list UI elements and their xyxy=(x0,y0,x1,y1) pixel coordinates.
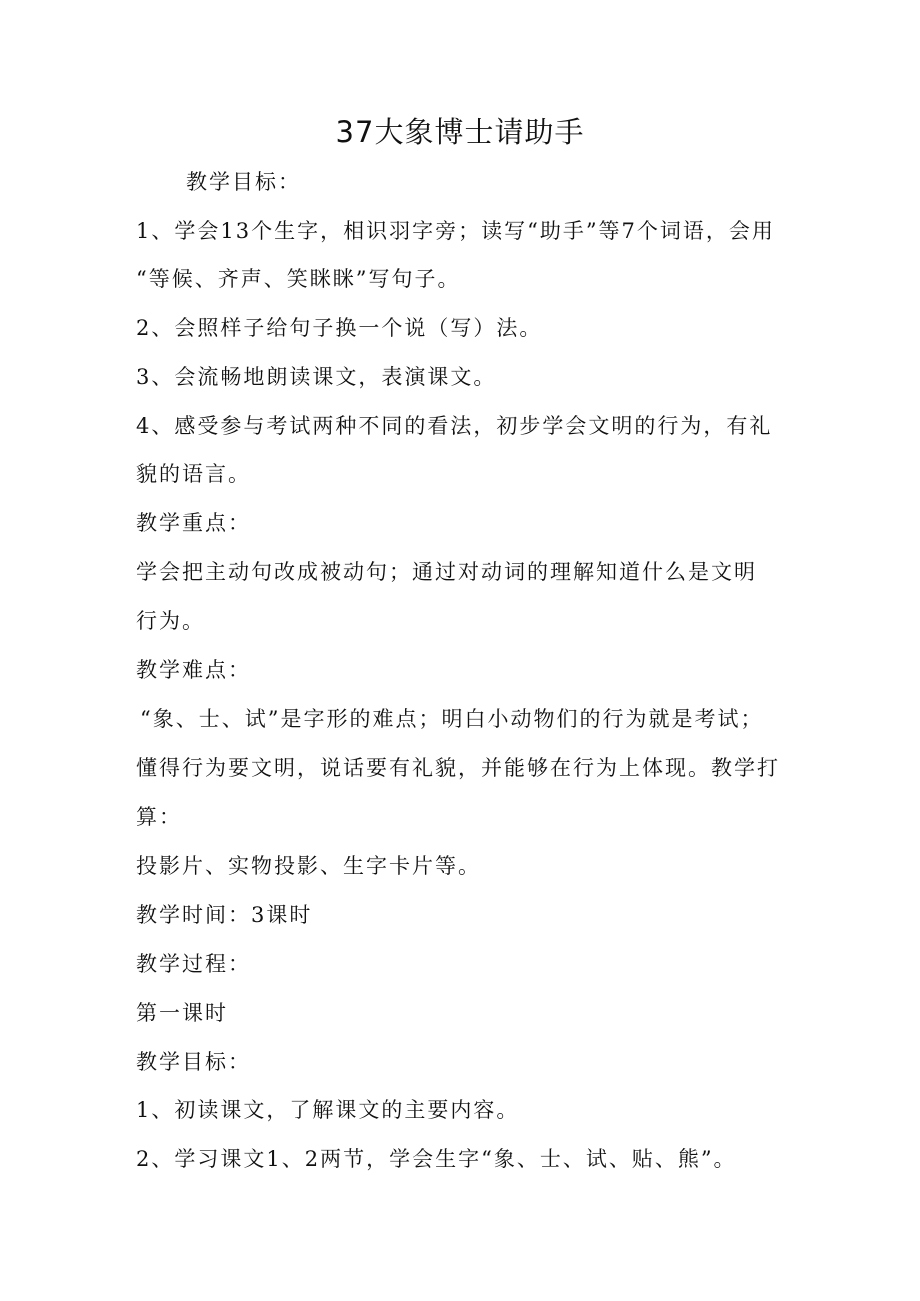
text-line: 教学目标： xyxy=(186,170,301,194)
text-line: 算： xyxy=(136,805,182,829)
text-line: 投影片、实物投影、生字卡片等。 xyxy=(136,854,481,878)
text-line: “等候、齐声、笑眯眯”写句子。 xyxy=(136,267,461,291)
text-line: 行为。 xyxy=(136,609,205,633)
text-line: 1、初读课文，了解课文的主要内容。 xyxy=(136,1098,520,1122)
text-line: 教学时间：3课时 xyxy=(136,903,313,927)
section-heading: 教学难点： xyxy=(136,658,251,682)
text-line: 2、学习课文1、2两节，学会生字“象、士、试、贴、熊”。 xyxy=(136,1147,737,1171)
text-line: 2、会照样子给句子换一个说（写）法。 xyxy=(136,316,543,340)
text-line: 懂得行为要文明，说话要有礼貌，并能够在行为上体现。教学打 xyxy=(136,756,780,780)
text-line: 貌的语言。 xyxy=(136,462,251,486)
document-title: 37大象博士请助手 xyxy=(335,115,585,149)
text-line: 4、感受参与考试两种不同的看法，初步学会文明的行为，有礼 xyxy=(136,414,773,438)
text-line: 学会把主动句改成被动句；通过对动词的理解知道什么是文明 xyxy=(136,560,757,584)
text-line: “象、士、试”是字形的难点；明白小动物们的行为就是考试； xyxy=(140,707,764,731)
text-line: 3、会流畅地朗读课文，表演课文。 xyxy=(136,365,497,389)
text-line: 1、学会13个生字，相识羽字旁；读写“助手”等7个词语，会用 xyxy=(136,219,775,243)
section-heading: 教学重点： xyxy=(136,511,251,535)
section-heading: 第一课时 xyxy=(136,1001,228,1025)
section-heading: 教学过程： xyxy=(136,952,251,976)
section-heading: 教学目标： xyxy=(136,1050,251,1074)
